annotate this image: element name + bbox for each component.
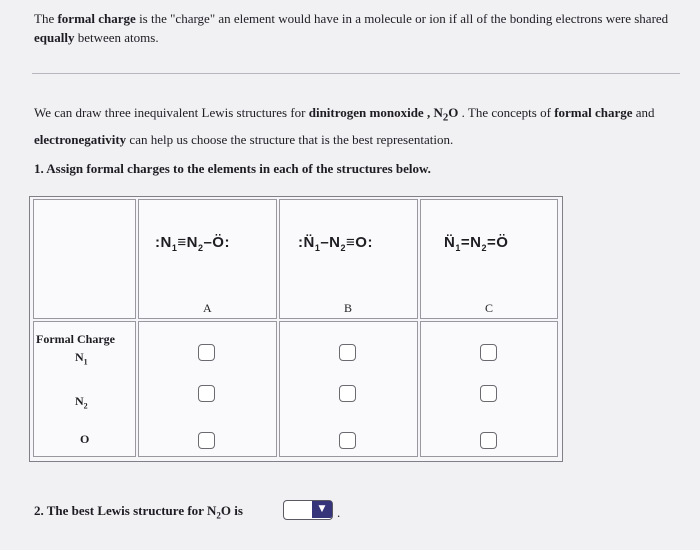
compound-formula: , $N_2O$ bbox=[423, 105, 459, 124]
row-label-n2: $N_2$ bbox=[75, 394, 88, 411]
charge-input-b-n2[interactable] bbox=[339, 385, 356, 402]
structure-c-label: C bbox=[485, 301, 494, 315]
row-label-n1: $N_1$ bbox=[75, 350, 88, 367]
compound-name: dinitrogen monoxide bbox=[308, 105, 424, 120]
charge-input-a-n2[interactable] bbox=[198, 385, 215, 402]
divider bbox=[32, 73, 680, 74]
charge-input-c-n2[interactable] bbox=[480, 385, 497, 402]
row-label-o: O bbox=[80, 432, 90, 446]
charge-input-c-n1[interactable] bbox=[480, 344, 497, 361]
lewis-structure-b: $:N̈_1-N_2\equiv O$: bbox=[298, 234, 373, 253]
term-equally: equally bbox=[34, 30, 75, 45]
charge-input-b-n1[interactable] bbox=[339, 344, 356, 361]
caret-down-icon[interactable]: ▼ bbox=[312, 501, 332, 518]
lewis-structure-c: $N̈_1=N_2=Ö$ bbox=[444, 234, 509, 253]
structure-a-label: A bbox=[203, 301, 212, 315]
charge-input-a-n1[interactable] bbox=[198, 344, 215, 361]
formal-charge-definition: The formal charge is the "charge" an element would have in a molecule or ion if all of the bonding electrons were shared equally between atoms. bbox=[34, 11, 669, 45]
charge-input-a-o[interactable] bbox=[198, 432, 215, 449]
structure-b-label: B bbox=[344, 301, 353, 315]
question-2: 2. The best Lewis structure for $N_2O$ is bbox=[34, 503, 243, 521]
problem-description: We can draw three inequivalent Lewis structures for dinitrogen monoxide , $N_2O$ . The concepts of formal charge and electronegativity can help us choose the structure that is the best representation. bbox=[34, 105, 655, 147]
term-formal-charge: formal charge bbox=[57, 11, 136, 26]
question-1: 1. Assign formal charges to the elements in each of the structures below. bbox=[34, 161, 431, 176]
charge-input-b-o[interactable] bbox=[339, 432, 356, 449]
question-2-period: . bbox=[337, 505, 341, 520]
lewis-structure-a: $:N_1\equiv N_2-Ö$: bbox=[155, 234, 230, 253]
best-structure-dropdown[interactable] bbox=[283, 500, 333, 520]
header-corner-cell bbox=[33, 199, 136, 319]
charge-input-c-o[interactable] bbox=[480, 432, 497, 449]
formal-charge-header: Formal Charge bbox=[36, 332, 115, 346]
